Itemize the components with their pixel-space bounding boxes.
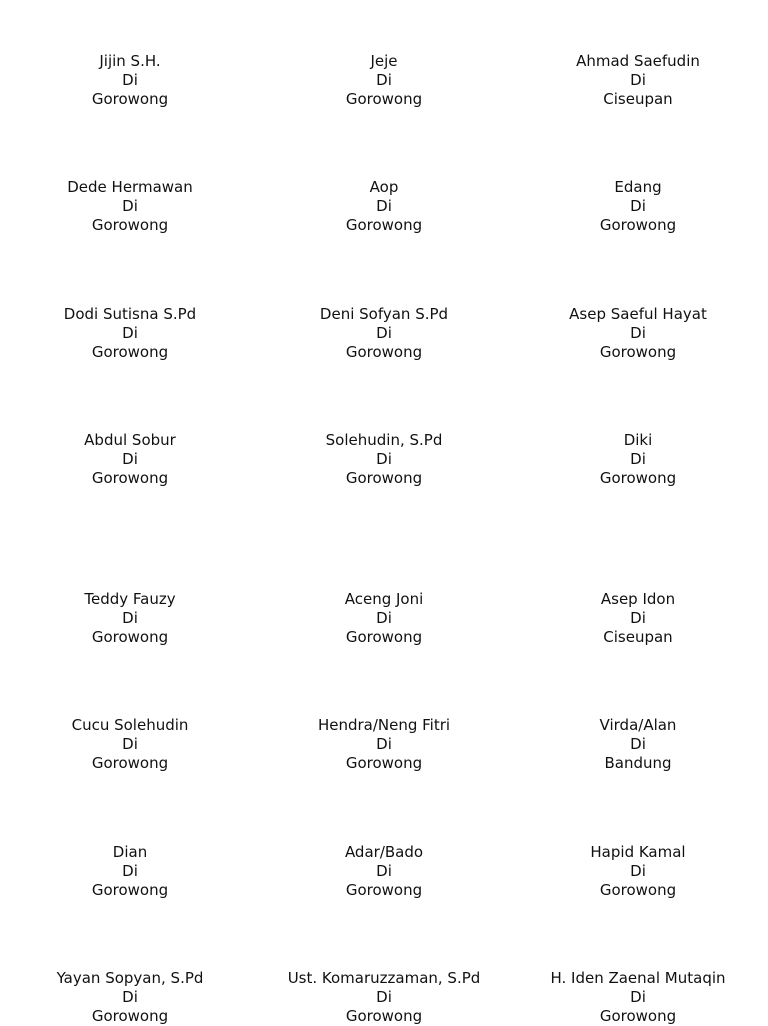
recipient-name: Aop bbox=[369, 178, 399, 196]
recipient-place: Gorowong bbox=[345, 469, 423, 487]
address-label bbox=[257, 843, 511, 900]
recipient-name: Virda/Alan bbox=[599, 716, 677, 734]
address-label bbox=[257, 178, 511, 235]
address-label bbox=[3, 716, 257, 773]
recipient-name: Edang bbox=[614, 178, 662, 196]
recipient-name: Asep Saeful Hayat bbox=[569, 305, 707, 323]
recipient-preposition: Di bbox=[122, 71, 138, 89]
recipient-name: Asep Idon bbox=[600, 590, 676, 608]
recipient-place: Bandung bbox=[604, 754, 672, 772]
recipient-name: Dodi Sutisna S.Pd bbox=[63, 305, 197, 323]
address-label bbox=[3, 305, 257, 362]
recipient-place: Gorowong bbox=[91, 343, 169, 361]
recipient-name: Diki bbox=[623, 431, 653, 449]
address-label bbox=[511, 52, 765, 109]
recipient-preposition: Di bbox=[630, 609, 646, 627]
recipient-place: Gorowong bbox=[345, 628, 423, 646]
recipient-preposition: Di bbox=[122, 735, 138, 753]
recipient-place: Gorowong bbox=[91, 216, 169, 234]
recipient-place: Gorowong bbox=[599, 1007, 677, 1025]
address-label bbox=[3, 431, 257, 488]
recipient-name: Hapid Kamal bbox=[590, 843, 686, 861]
recipient-name: Ahmad Saefudin bbox=[576, 52, 700, 70]
recipient-preposition: Di bbox=[630, 862, 646, 880]
address-label bbox=[3, 843, 257, 900]
address-label bbox=[3, 178, 257, 235]
address-label bbox=[257, 305, 511, 362]
recipient-name: Yayan Sopyan, S.Pd bbox=[56, 969, 204, 987]
recipient-preposition: Di bbox=[376, 324, 392, 342]
recipient-preposition: Di bbox=[630, 450, 646, 468]
address-label bbox=[3, 969, 257, 1026]
recipient-name: Jijin S.H. bbox=[99, 52, 161, 70]
recipient-preposition: Di bbox=[376, 197, 392, 215]
recipient-place: Gorowong bbox=[91, 469, 169, 487]
recipient-preposition: Di bbox=[376, 450, 392, 468]
recipient-place: Gorowong bbox=[91, 1007, 169, 1025]
address-label bbox=[257, 52, 511, 109]
recipient-place: Gorowong bbox=[91, 628, 169, 646]
address-label bbox=[257, 590, 511, 647]
recipient-preposition: Di bbox=[122, 862, 138, 880]
recipient-name: Jeje bbox=[370, 52, 398, 70]
recipient-name: Teddy Fauzy bbox=[84, 590, 176, 608]
recipient-name: Solehudin, S.Pd bbox=[325, 431, 443, 449]
address-label bbox=[511, 305, 765, 362]
recipient-name: Ust. Komaruzzaman, S.Pd bbox=[287, 969, 481, 987]
recipient-preposition: Di bbox=[122, 197, 138, 215]
recipient-name: Cucu Solehudin bbox=[71, 716, 189, 734]
recipient-name: Adar/Bado bbox=[344, 843, 424, 861]
recipient-place: Gorowong bbox=[345, 216, 423, 234]
recipient-preposition: Di bbox=[122, 988, 138, 1006]
recipient-preposition: Di bbox=[376, 71, 392, 89]
recipient-preposition: Di bbox=[376, 609, 392, 627]
address-label bbox=[3, 52, 257, 109]
recipient-place: Ciseupan bbox=[603, 628, 673, 646]
recipient-place: Gorowong bbox=[599, 469, 677, 487]
address-label bbox=[257, 969, 511, 1026]
recipient-name: H. Iden Zaenal Mutaqin bbox=[550, 969, 726, 987]
recipient-place: Gorowong bbox=[345, 881, 423, 899]
recipient-preposition: Di bbox=[376, 862, 392, 880]
address-label bbox=[511, 969, 765, 1026]
recipient-preposition: Di bbox=[376, 988, 392, 1006]
recipient-preposition: Di bbox=[630, 71, 646, 89]
recipient-place: Gorowong bbox=[345, 90, 423, 108]
recipient-preposition: Di bbox=[630, 988, 646, 1006]
address-label bbox=[511, 590, 765, 647]
recipient-preposition: Di bbox=[122, 609, 138, 627]
recipient-name: Dede Hermawan bbox=[67, 178, 193, 196]
recipient-preposition: Di bbox=[122, 324, 138, 342]
recipient-name: Deni Sofyan S.Pd bbox=[319, 305, 449, 323]
recipient-place: Gorowong bbox=[91, 754, 169, 772]
recipient-preposition: Di bbox=[630, 324, 646, 342]
recipient-name: Aceng Joni bbox=[344, 590, 424, 608]
recipient-place: Gorowong bbox=[599, 881, 677, 899]
address-label bbox=[511, 843, 765, 900]
recipient-preposition: Di bbox=[630, 197, 646, 215]
recipient-place: Gorowong bbox=[91, 90, 169, 108]
address-label bbox=[511, 178, 765, 235]
recipient-place: Gorowong bbox=[599, 216, 677, 234]
recipient-place: Gorowong bbox=[345, 1007, 423, 1025]
recipient-name: Hendra/Neng Fitri bbox=[317, 716, 451, 734]
recipient-place: Gorowong bbox=[91, 881, 169, 899]
address-label bbox=[257, 431, 511, 488]
address-label bbox=[511, 716, 765, 773]
recipient-place: Ciseupan bbox=[603, 90, 673, 108]
recipient-preposition: Di bbox=[376, 735, 392, 753]
recipient-name: Dian bbox=[112, 843, 148, 861]
recipient-preposition: Di bbox=[630, 735, 646, 753]
recipient-name: Abdul Sobur bbox=[84, 431, 176, 449]
recipient-preposition: Di bbox=[122, 450, 138, 468]
recipient-place: Gorowong bbox=[345, 343, 423, 361]
recipient-place: Gorowong bbox=[345, 754, 423, 772]
address-label bbox=[257, 716, 511, 773]
address-label bbox=[3, 590, 257, 647]
address-label bbox=[511, 431, 765, 488]
recipient-place: Gorowong bbox=[599, 343, 677, 361]
